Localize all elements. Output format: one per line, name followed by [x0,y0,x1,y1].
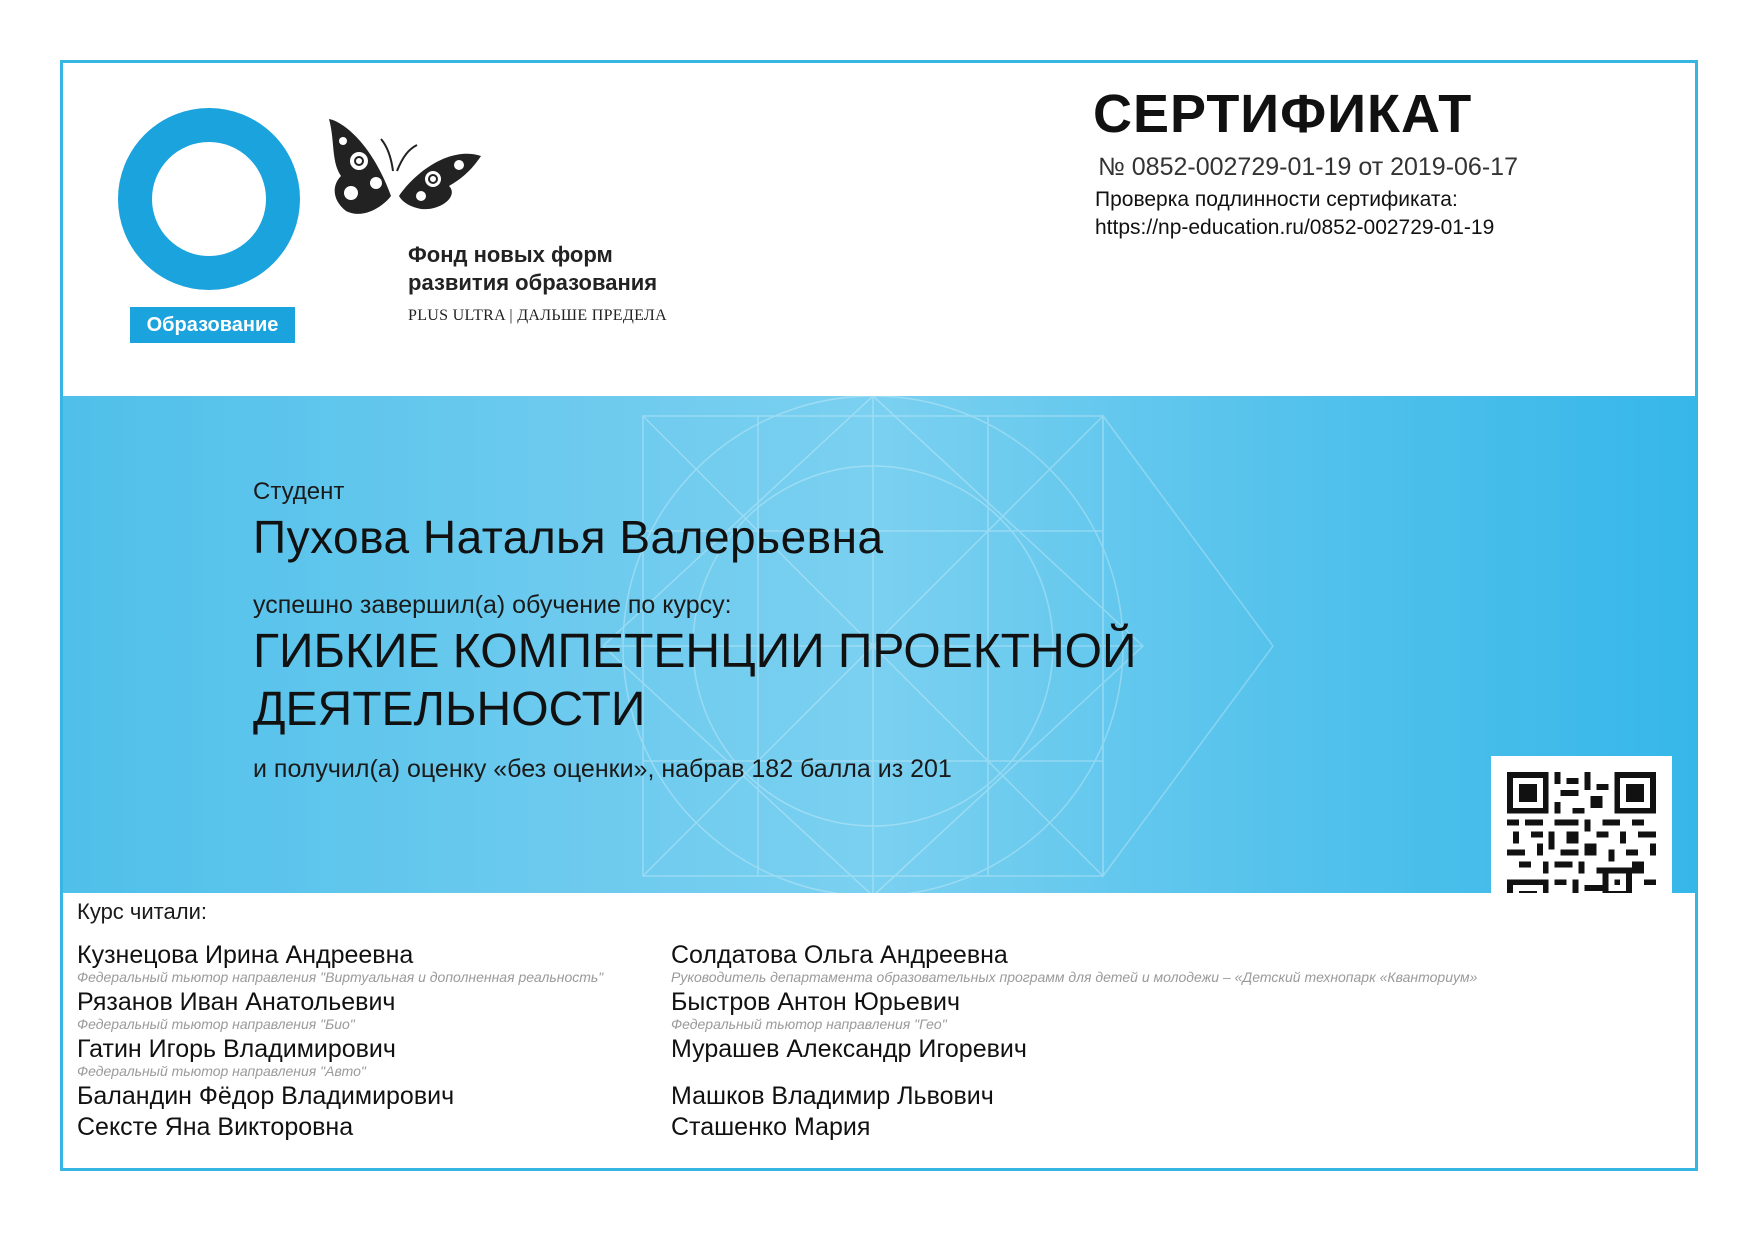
teacher-entry [671,988,1477,1035]
certificate-number: № 0852-002729-01-19 от 2019-06-17 [1098,153,1518,181]
education-ring-logo [113,103,313,303]
teacher-name: Быстров Антон Юрьевич [671,988,961,1016]
teachers-left-column [77,941,603,1144]
result-text: и получил(а) оценку «без оценки», набрав 182 балла из 201 [253,755,952,783]
student-label: Студент [253,478,345,505]
teacher-name: Солдатова Ольга Андреевна [671,941,1008,969]
authenticity-check-url[interactable]: https://np-education.ru/0852-002729-01-19 [1095,216,1495,239]
certificate-footer [63,893,1695,1171]
certificate-title: СЕРТИФИКАТ [1093,84,1473,144]
teacher-name: Машков Владимир Львович [671,1082,994,1110]
teacher-entry [77,1113,603,1144]
teacher-entry [77,988,603,1035]
fund-motto: PLUS ULTRA | ДАЛЬШЕ ПРЕДЕЛА [408,307,667,324]
authenticity-check-label: Проверка подлинности сертификата: [1095,188,1458,211]
teacher-entry [77,1082,603,1113]
teacher-entry [77,941,603,988]
teacher-name: Баландин Фёдор Владимирович [77,1082,455,1110]
teachers-right-column [671,941,1477,1144]
teacher-role: Руководитель департамента образовательных программ для детей и молодежи – «Детский технопарк «Кванториум» [671,969,1478,985]
teacher-entry [671,1113,1477,1144]
authenticity-check [1095,186,1494,242]
teacher-role: Федеральный тьютор направления "Гео" [671,1016,947,1032]
teacher-name: Мурашев Александр Игоревич [671,1035,1027,1063]
course-title [253,623,1253,739]
teacher-name: Гатин Игорь Владимирович [77,1035,396,1063]
teacher-entry [77,1035,603,1082]
education-badge: Образование [130,307,295,343]
teacher-name: Кузнецова Ирина Андреевна [77,941,414,969]
teacher-role: Федеральный тьютор направления "Био" [77,1016,355,1032]
course-title-line1: ГИБКИЕ КОМПЕТЕНЦИИ ПРОЕКТНОЙ [253,625,1137,678]
teacher-name: Сексте Яна Викторовна [77,1113,354,1141]
taught-by-label: Курс читали: [77,899,207,924]
teacher-entry [671,941,1477,988]
teacher-role: Федеральный тьютор направления "Виртуальная и дополненная реальность" [77,969,604,985]
teacher-entry [671,1035,1477,1082]
certificate-header [63,63,1695,396]
teacher-name: Сташенко Мария [671,1113,871,1141]
certificate-frame [60,60,1698,1171]
qr-code [1491,756,1672,893]
student-name: Пухова Наталья Валерьевна [253,511,884,563]
butterfly-logo [321,101,491,241]
teacher-role: Федеральный тьютор направления "Авто" [77,1063,366,1079]
teacher-name: Рязанов Иван Анатольевич [77,988,396,1016]
fund-name-line2: развития образования [408,270,658,295]
fund-name-line1: Фонд новых форм [408,242,613,267]
course-title-line2: ДЕЯТЕЛЬНОСТИ [253,683,646,736]
completed-label: успешно завершил(а) обучение по курсу: [253,591,732,619]
fund-name [408,241,657,297]
teacher-entry [671,1082,1477,1113]
